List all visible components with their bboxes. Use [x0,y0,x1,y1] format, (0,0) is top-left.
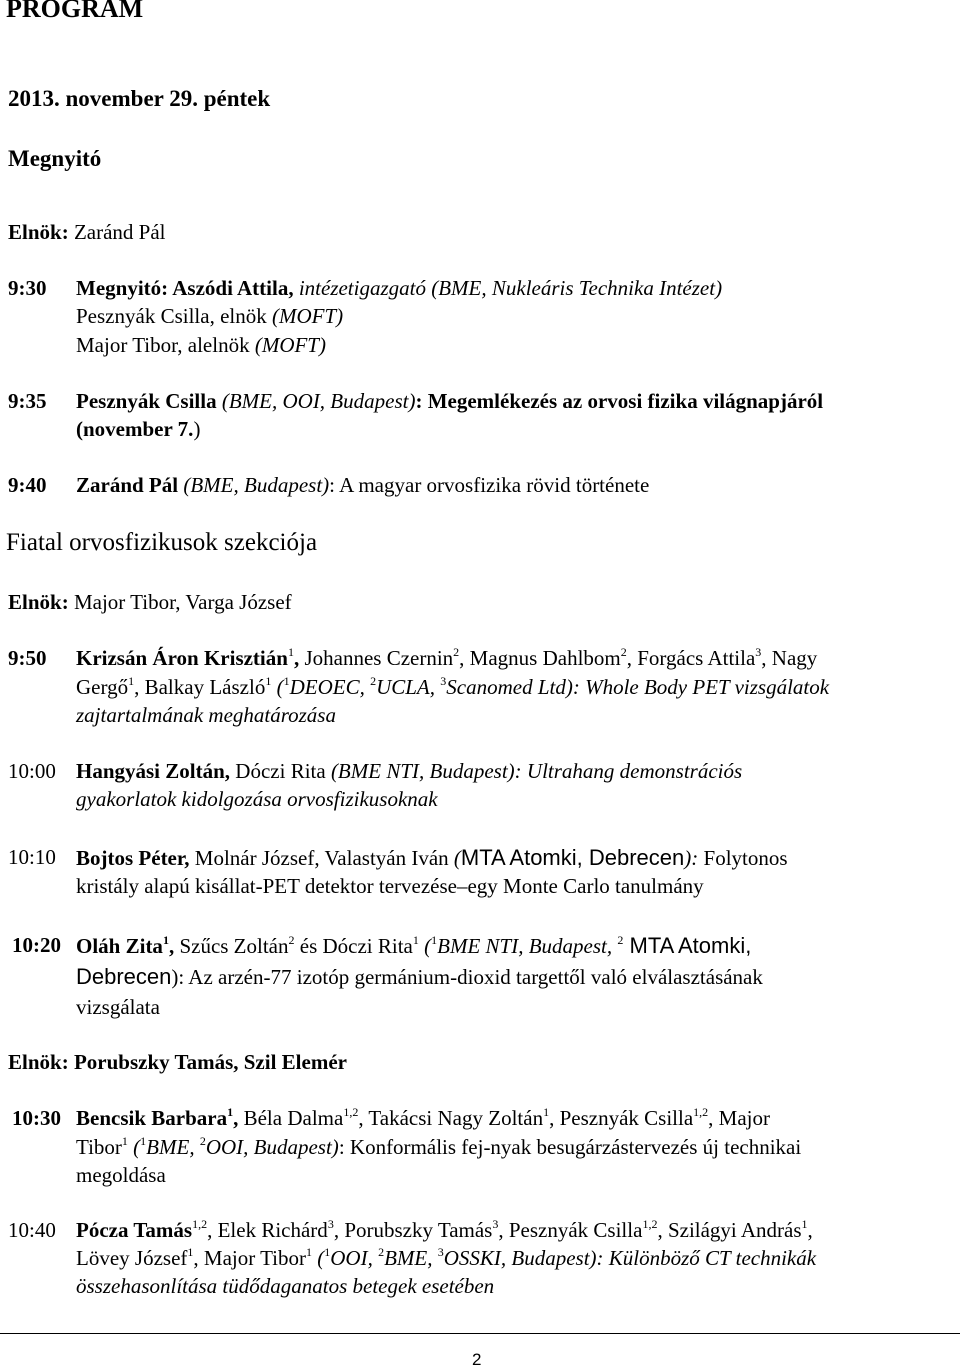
talk-title: vizsgálata [76,995,160,1019]
chair-names: Major Tibor, Varga József [73,590,292,614]
entry-line [76,389,823,414]
speaker-affiliation: BME, [146,1135,200,1159]
entry-line [76,1106,770,1131]
author-name: Lövey József [76,1246,188,1270]
entry-line [76,1246,816,1271]
talk-title: összehasonlítása tüdődaganatos betegek esetében [76,1274,495,1298]
affiliation-mark: 2 [453,645,460,659]
speaker-affiliation: Debrecen [76,964,172,989]
affiliation-mark: 1 [431,933,438,947]
speaker-affiliation: intézetigazgató (BME, Nukleáris Technika Intézet) [298,276,723,300]
speaker-affiliation: (MOFT) [254,333,326,357]
page-title: PROGRAM [6,0,144,23]
time-label: 9:50 [8,646,47,670]
author-name: , Major Tibor [193,1246,306,1270]
author-name: Molnár József, Valastyán Iván [189,846,454,870]
chair-names: Porubszky Tamás, Szil Elemér [73,1050,347,1074]
speaker-affiliation: MTA Atomki, Debrecen [460,845,685,870]
affiliation-mark: 1 [324,1245,331,1259]
affiliation-mark: 1 [121,1134,128,1148]
affiliation-mark: 1 [187,1245,194,1259]
affiliation-mark: 1 [140,1134,147,1148]
chair-line [8,1050,347,1075]
talk-title: : Megemlékezés az orvosi fizika világnapjáról [415,389,824,413]
entry-line [76,473,649,498]
author-name: , Pesznyák Csilla [498,1218,643,1242]
speaker-name: Zaránd Pál [76,473,179,497]
punctuation: , [233,1106,239,1130]
speaker-affiliation: (BME, Budapest) [178,473,330,497]
author-name: , Szilágyi András [657,1218,802,1242]
affiliation-mark: 2 [288,933,295,947]
punctuation: , [807,1218,813,1242]
author-name: Béla Dalma [238,1106,344,1130]
affiliation-mark: 1 [412,933,419,947]
speaker-name: Krizsán Áron Krisztián [76,646,288,670]
author-name: Tibor [76,1135,122,1159]
speaker-affiliation: (BME, OOI, Budapest) [216,389,416,413]
speaker-affiliation: MTA Atomki, [623,933,752,958]
chair-label: Elnök: [8,1050,69,1074]
talk-title: : A magyar orvosfizika rövid története [329,473,650,497]
author-name: , Balkay László [134,675,266,699]
punctuation: ( [312,1246,325,1270]
chair-line [8,590,292,615]
speaker-name: Hangyási Zoltán, [76,759,231,783]
chair-line [8,220,166,245]
speaker-affiliation: BME NTI, Budapest, [437,934,618,958]
affiliation-mark: 1,2 [192,1217,208,1231]
affiliation-mark: 1 [306,1245,312,1259]
talk-title: ): Az arzén-77 izotóp germánium-dioxid targettől való elválasztásának [171,965,763,989]
talk-title: (BME NTI, Budapest): Ultrahang demonstrációs [330,759,743,783]
entry-line [76,276,722,301]
author-name: , Takácsi Nagy Zoltán [358,1106,544,1130]
speaker-affiliation: UCLA, [376,675,441,699]
talk-title: (november 7. [76,417,194,441]
speaker-affiliation: DEOEC, [289,675,371,699]
time-label: 10:00 [8,759,56,783]
entry-line [76,417,200,442]
author-name: , Elek Richárd [207,1218,328,1242]
speaker-role: Major Tibor, alelnök [76,333,255,357]
speaker-affiliation: OOI, [330,1246,379,1270]
affiliation-mark: 1 [287,645,294,659]
speaker-affiliation: OOI, Budapest) [205,1135,339,1159]
affiliation-mark: 1,2 [642,1217,658,1231]
entry-line [76,304,343,329]
speaker-name: Oláh Zita [76,934,163,958]
affiliation-mark: 3 [492,1217,499,1231]
time-label: 10:20 [12,933,61,957]
affiliation-mark: 3 [327,1217,334,1231]
chair-label: Elnök: [8,220,69,244]
affiliation-mark: 1,2 [343,1105,359,1119]
author-name: Gergő [76,675,129,699]
entry-line [76,964,763,990]
page-number: 2 [472,1350,482,1369]
author-name: , Major [708,1106,770,1130]
author-name: , Pesznyák Csilla [549,1106,694,1130]
punctuation: ( [418,934,432,958]
talk-title: gyakorlatok kidolgozása orvosfizikusoknak [76,787,438,811]
punctuation: ( [271,675,284,699]
entry-line [76,1218,813,1243]
talk-title: OSSKI, Budapest): Különböző CT technikák [443,1246,817,1270]
talk-title: Folytonos [698,846,788,870]
speaker-name: Pócza Tamás [76,1218,193,1242]
author-name: , Magnus Dahlbom [459,646,621,670]
time-label: 10:10 [8,845,56,869]
affiliation-mark: 1 [283,674,290,688]
speaker-affiliation: BME, [384,1246,438,1270]
talk-title: kristály alapú kisállat-PET detektor tervezése–egy Monte Carlo tanulmány [76,874,704,898]
affiliation-mark: 1 [128,674,135,688]
affiliation-mark: 2 [617,933,624,947]
author-name: , Nagy [761,646,818,670]
punctuation: ): [684,846,699,870]
affiliation-mark: 1 [543,1105,550,1119]
entry-line [76,675,829,700]
time-label: 9:30 [8,276,47,300]
affiliation-mark: 1 [162,933,169,947]
author-name: és Dóczi Rita [294,934,413,958]
author-name: Dóczi Rita [230,759,331,783]
speaker-name: Bojtos Péter, [76,846,190,870]
chair-label: Elnök: [8,590,69,614]
speaker-affiliation: (MOFT) [271,304,344,328]
punctuation: ( [127,1135,141,1159]
time-label: 10:30 [12,1106,61,1130]
speaker-role: Pesznyák Csilla, elnök [76,304,272,328]
affiliation-mark: 1 [265,674,272,688]
entry-line [76,646,817,671]
author-name: , Forgács Attila [626,646,756,670]
talk-title: megoldása [76,1163,166,1187]
author-name: Szűcs Zoltán [174,934,289,958]
talk-title: : Konformális fej-nyak besugárzástervezés új technikai [338,1135,802,1159]
opening-heading: Megnyitó [8,146,102,171]
affiliation-mark: 2 [378,1245,385,1259]
affiliation-mark: 2 [199,1134,206,1148]
entry-line [76,933,751,959]
talk-title: Scanomed Ltd): Whole Body PET vizsgálatok [446,675,830,699]
affiliation-mark: 1,2 [693,1105,709,1119]
time-label: 9:40 [8,473,47,497]
author-name: Johannes Czernin [299,646,454,670]
speaker-name: Pesznyák Csilla [76,389,217,413]
affiliation-mark: 1 [801,1217,808,1231]
date-heading: 2013. november 29. péntek [8,86,271,111]
punctuation: ( [453,846,461,870]
affiliation-mark: 1 [227,1105,234,1119]
time-label: 9:35 [8,389,47,413]
affiliation-mark: 3 [755,645,762,659]
speaker-name: Bencsik Barbara [76,1106,228,1130]
punctuation: , [293,646,300,670]
speaker-name: Megnyitó: Aszódi Attila, [76,276,294,300]
chair-names: Zaránd Pál [73,220,166,244]
section-heading: Fiatal orvosfizikusok szekciója [6,529,318,556]
entry-line [76,333,326,358]
punctuation: , [168,934,175,958]
talk-title: zajtartalmának meghatározása [76,703,336,727]
footer-divider [0,1333,960,1334]
affiliation-mark: 2 [620,645,627,659]
entry-line [76,1135,801,1160]
author-name: , Porubszky Tamás [333,1218,493,1242]
affiliation-mark: 3 [440,674,447,688]
time-label: 10:40 [8,1218,56,1242]
affiliation-mark: 3 [437,1245,444,1259]
entry-line [76,759,742,784]
entry-line [76,845,788,871]
affiliation-mark: 2 [370,674,377,688]
talk-title: ) [193,417,201,441]
